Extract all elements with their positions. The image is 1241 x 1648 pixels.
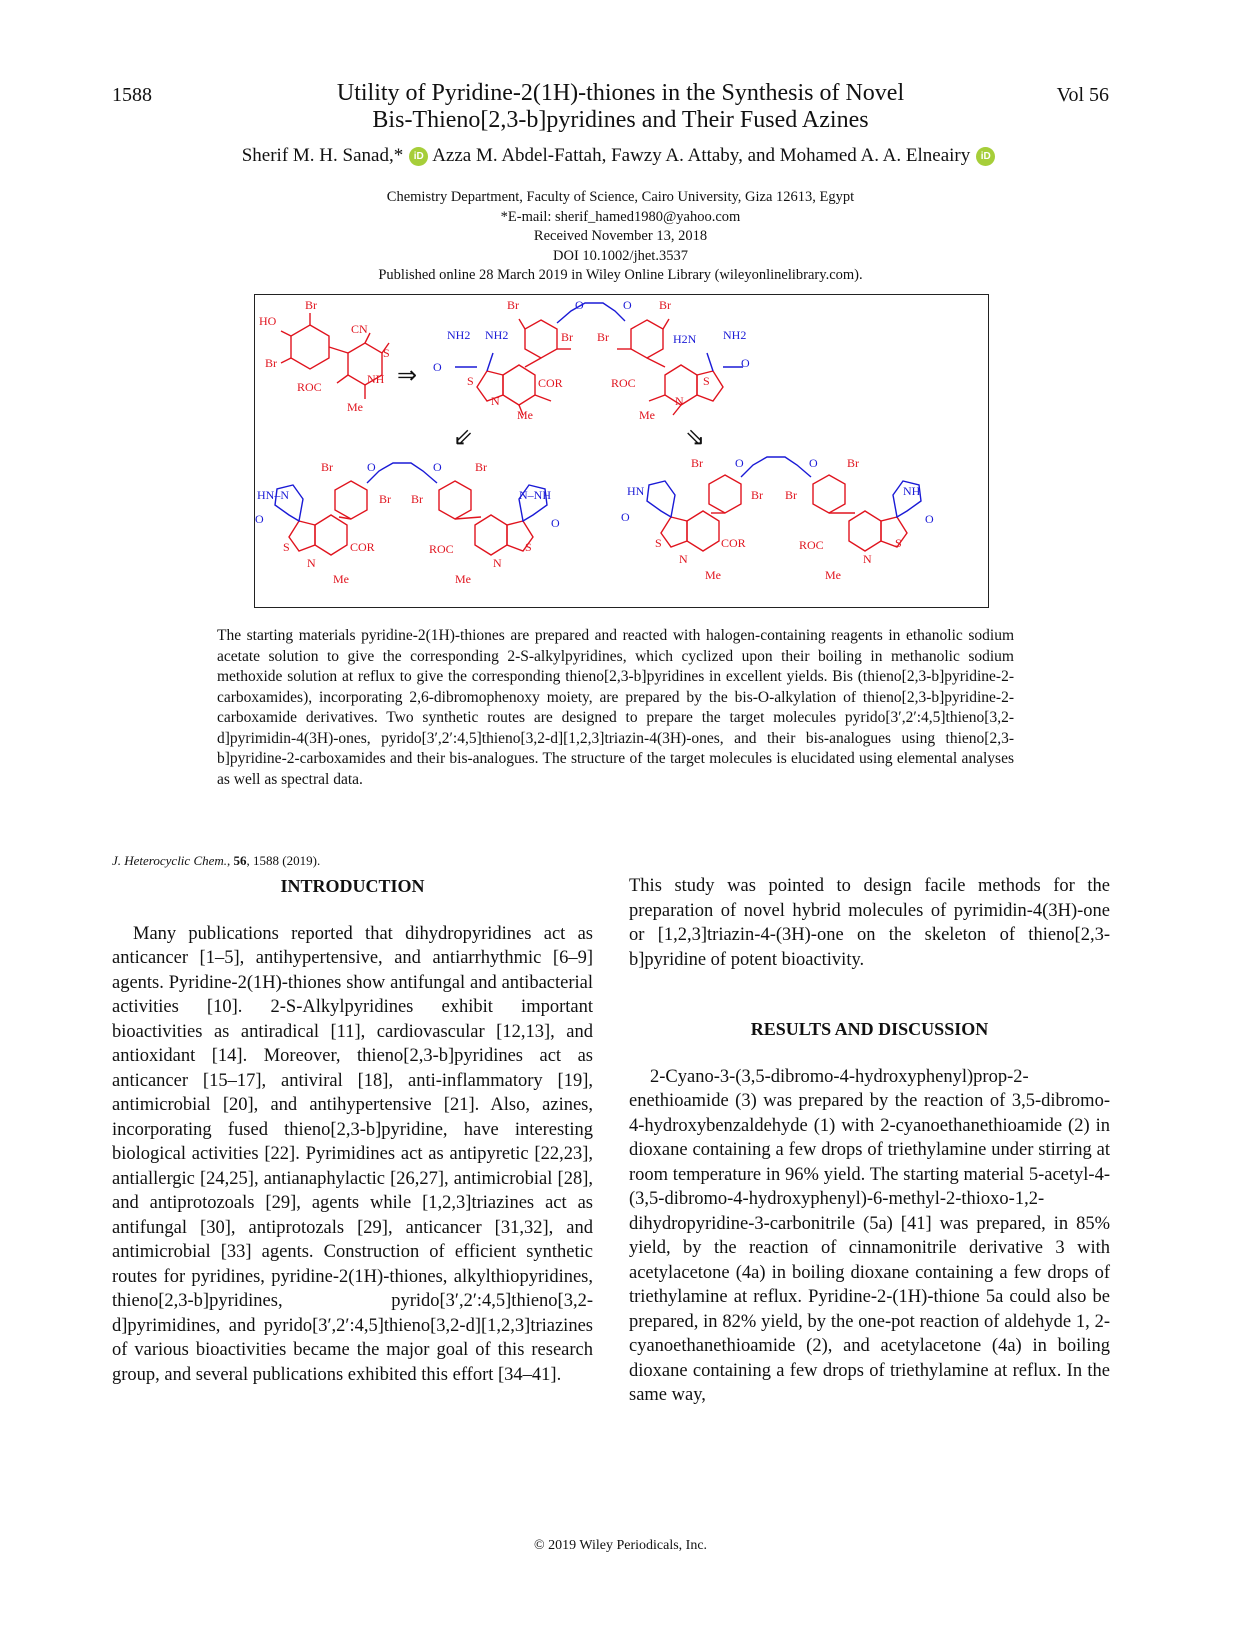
label-o: O: [433, 360, 442, 374]
label-br: Br: [561, 330, 573, 344]
author-1: Sherif M. H. Sanad,*: [241, 145, 404, 166]
label-nh2: NH2: [723, 328, 747, 342]
label-s: S: [895, 536, 902, 550]
label-h2n: H2N: [673, 332, 697, 346]
arrow-right-icon: ⇒: [397, 363, 418, 389]
label-roc: ROC: [297, 380, 322, 394]
title-line-1: Utility of Pyridine-2(1H)-thiones in the Synthesis of Novel: [336, 80, 905, 106]
label-me: Me: [825, 568, 841, 582]
title-line-2: Bis-Thieno[2,3-b]pyridines and Their Fused Azines: [372, 107, 869, 133]
journal-citation: J. Heterocyclic Chem., 56, 1588 (2019).: [112, 853, 321, 868]
label-o: O: [255, 512, 264, 526]
affiliation: Chemistry Department, Faculty of Science, Cairo University, Giza 12613, Egypt: [386, 189, 855, 205]
label-hn: HN: [627, 484, 645, 498]
label-o: O: [741, 356, 750, 370]
label-br: Br: [305, 298, 317, 312]
label-cor: COR: [538, 376, 563, 390]
label-s: S: [467, 374, 474, 388]
label-s: S: [525, 540, 532, 554]
introduction-paragraph: Many publications reported that dihydropyridines act as anticancer [1–5], antihypertensive, and antiarrhythmic [6–9] agents. Pyridine-2(1H)-thiones show antifungal and antibacterial activities [10]. 2-S-Alkylpyridines exhibit important bioactivities as antiradical [11], cardiovascular [12,13], and antioxidant [14]. Moreover, thieno[2,3-b]pyridines act as anticancer [15–17], antiviral [18], anti-inflammatory [19], antimicrobial [20], and antihypertensive [21]. Also, azines, incorporating fused thieno[2,3-b]pyridine, have interesting biological activities [22]. Pyrimidines act as antipyretic [22,23], antiallergic [24,25], antianaphylactic [26,27], antimicrobial [28], and antiprotozoals [29], agents while [1,2,3]triazines act as antifungal [30], antiprotozals [29], anticancer [31,32], and antimicrobial [33] agents. Construction of efficient synthetic routes for pyridines, pyridine-2(1H)-thiones, alkylthiopyridines, thieno[2,3-b]pyridines, pyrido[3′,2′:4,5]thieno[3,2-d]pyrimidines, and pyrido[3′,2′:4,5]thieno[3,2-d][1,2,3]triazines of various bioactivities became the major goal of this research group, and several publications exhibited this effort [34–41].: [112, 923, 593, 1385]
label-br: Br: [411, 492, 423, 506]
label-ho: HO: [259, 314, 277, 328]
label-n: N: [863, 552, 872, 566]
label-n-nh: N–NH: [519, 488, 551, 502]
label-br: Br: [507, 298, 519, 312]
label-s: S: [383, 346, 390, 360]
label-roc: ROC: [611, 376, 636, 390]
label-o: O: [367, 460, 376, 474]
doi[interactable]: DOI 10.1002/jhet.3537: [553, 247, 688, 264]
label-me: Me: [333, 572, 349, 586]
label-o: O: [551, 516, 560, 530]
label-n: N: [307, 556, 316, 570]
label-br: Br: [691, 456, 703, 470]
label-o: O: [925, 512, 934, 526]
label-br: Br: [475, 460, 487, 474]
article-title: [200, 80, 1041, 134]
label-br: Br: [379, 492, 391, 506]
label-s: S: [703, 374, 710, 388]
affiliation-block: [200, 188, 1041, 286]
orcid-icon[interactable]: iD: [409, 147, 428, 166]
right-column: [629, 874, 1110, 1408]
introduction-heading: INTRODUCTION: [280, 876, 425, 896]
label-n: N: [491, 394, 500, 408]
arrow-down-left-icon: ⇙: [453, 425, 474, 451]
label-cor: COR: [350, 540, 375, 554]
reaction-scheme-svg: [255, 295, 987, 606]
label-me: Me: [455, 572, 471, 586]
author-list: [120, 145, 1121, 167]
label-n: N: [679, 552, 688, 566]
label-cn: CN: [351, 322, 368, 336]
received-date: Received November 13, 2018: [533, 228, 708, 244]
label-cor: COR: [721, 536, 746, 550]
label-o: O: [735, 456, 744, 470]
journal-volume: 56: [233, 853, 247, 868]
journal-name: J. Heterocyclic Chem.: [112, 853, 228, 868]
label-n: N: [493, 556, 502, 570]
label-br: Br: [597, 330, 609, 344]
label-o: O: [621, 510, 630, 524]
label-me: Me: [639, 408, 655, 422]
label-br: Br: [751, 488, 763, 502]
pyrimidine-rings: [647, 457, 921, 517]
carboxamide-right: [707, 353, 743, 371]
label-br: Br: [659, 298, 671, 312]
label-roc: ROC: [799, 538, 824, 552]
label-roc: ROC: [429, 542, 454, 556]
structure-bis-carboxamide-right: [617, 319, 723, 415]
left-column: [112, 874, 593, 1387]
citation-rest: , 1588 (2019).: [246, 853, 321, 868]
orcid-icon[interactable]: iD: [976, 147, 995, 166]
published-line: Published online 28 March 2019 in Wiley Online Library (wileyonlinelibrary.com).: [378, 267, 863, 283]
label-me: Me: [517, 408, 533, 422]
graphical-abstract-scheme: [254, 294, 989, 608]
volume-label: Vol 56: [1056, 84, 1109, 106]
label-o: O: [809, 456, 818, 470]
label-nh: NH: [903, 484, 921, 498]
label-me: Me: [347, 400, 363, 414]
email[interactable]: *E-mail: sherif_hamed1980@yahoo.com: [500, 208, 741, 225]
label-o: O: [623, 298, 632, 312]
label-br: Br: [265, 356, 277, 370]
label-br: Br: [785, 488, 797, 502]
label-me: Me: [705, 568, 721, 582]
label-br: Br: [847, 456, 859, 470]
label-nh: NH: [367, 372, 385, 386]
results-heading: RESULTS AND DISCUSSION: [750, 1019, 989, 1039]
structure-bis-pyrimidinone: [661, 475, 907, 551]
label-o: O: [433, 460, 442, 474]
authors-rest: Azza M. Abdel-Fattah, Fawzy A. Attaby, and Mohamed A. A. Elneairy: [432, 145, 971, 166]
label-nh2: NH2: [485, 328, 509, 342]
label-s: S: [283, 540, 290, 554]
page-number: 1588: [112, 84, 152, 106]
abstract-text: The starting materials pyridine-2(1H)-thiones are prepared and reacted with halogen-containing reagents in ethanolic sodium acetate solution to give the corresponding 2-S-alkylpyridines, which cyclized upon their boiling in methanolic sodium methoxide solution at reflux to give the corresponding thieno[2,3-b]pyridines in excellent yields. Bis (thieno[2,3-b]pyridine-2-carboxamides), incorporating 2,6-dibromophenoxy moiety, are prepared by the bis-O-alkylation of thieno[2,3-b]pyridine-2-carboxamide derivatives. Two synthetic routes are designed to prepare the target molecules pyrido[3′,2′:4,5]thieno[3,2-d]pyrimidin-4(3H)-ones, pyrido[3′,2′:4,5]thieno[3,2-d][1,2,3]triazin-4(3H)-ones, and their bis-analogues using thieno[2,3-b]pyridine-2-carboxamides and their bis-analogues. The structure of the target molecules is elucidated using elemental analyses as well as spectral data.: [217, 627, 1014, 788]
label-hn-n: HN–N: [257, 488, 289, 502]
label-nh2: NH2: [447, 328, 471, 342]
arrow-down-right-icon: ⇘: [685, 425, 706, 451]
results-paragraph: 2-Cyano-3-(3,5-dibromo-4-hydroxyphenyl)prop-2-enethioamide (3) was prepared by the reaction of 3,5-dibromo-4-hydroxybenzaldehyde (1) with 2-cyanoethanethioamide (2) in dioxane containing a few drops of triethylamine under stirring at room temperature in 96% yield. The starting material 5-acetyl-4-(3,5-dibromo-4-hydroxyphenyl)-6-methyl-2-thioxo-1,2-dihydropyridine-3-carbonitrile (5a) [41] was prepared, in 85% yield, by the reaction of cinnamonitrile derivative 3 with acetylacetone (4a) in boiling dioxane containing a few drops of triethylamine at reflux. Pyridine-2-(1H)-thione 5a could also be prepared, in 82% yield, by the one-pot reaction of aldehyde 1, 2-cyanoethanethioamide (2), and acetylacetone (4a) in boiling dioxane containing a few drops of triethylamine at reflux. In the same way,: [629, 1066, 1110, 1405]
label-n: N: [675, 394, 684, 408]
label-o: O: [575, 298, 584, 312]
label-s: S: [655, 536, 662, 550]
label-br: Br: [321, 460, 333, 474]
introduction-continued: This study was pointed to design facile methods for the preparation of novel hybrid molecules of pyrimidin-4(3H)-one or [1,2,3]triazin-4-(3H)-one on the skeleton of thieno[2,3-b]pyridine of potent bioactivity.: [629, 876, 1110, 970]
copyright-footer: © 2019 Wiley Periodicals, Inc.: [533, 1538, 708, 1553]
